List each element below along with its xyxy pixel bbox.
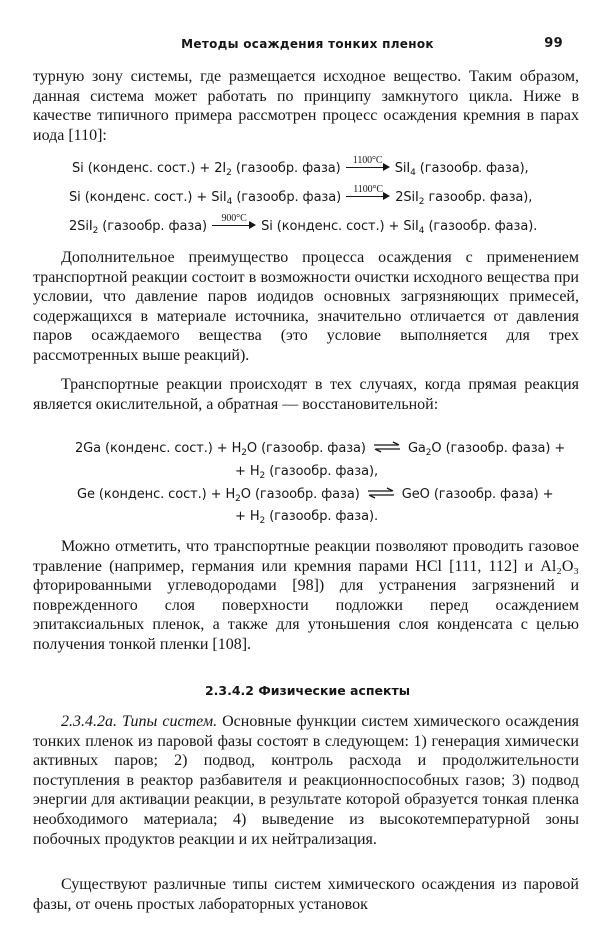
- eq1-right-tail: (газообр. фаза),: [415, 161, 529, 176]
- eq2-temp: 1100°C: [353, 184, 383, 195]
- eq2-left: Si (конденс. сост.) + SiI: [69, 190, 227, 205]
- eq5-left-sub: 2: [235, 494, 241, 504]
- paragraph-2-text: Дополнительное преимущество процесса осаждения с применением транспортной реакции состоит в возможности очистки исходного вещества при условии, что давление паров иодидов основных загрязняющих примесей, содержащихся в материале источника, значительно отличается от давления паров осаждаемого вещества (это условие выполняется для трех рассмотренных выше реакций).: [33, 249, 579, 364]
- equilibrium-arrow-icon: [367, 487, 395, 499]
- running-title: Методы осаждения тонких пленок: [181, 37, 434, 51]
- paragraph-2: [33, 248, 579, 366]
- eq1-left: Si (конденс. сост.) + 2I: [72, 161, 227, 176]
- paragraph-1-text: турную зону системы, где размещается исходное вещество. Таким образом, данная система может работать по принципу замкнутого цикла. Ниже в качестве типичного примера рассмотрен процесс осаждения кремния в парах иода [110]:: [33, 68, 579, 144]
- subsection-title: 2.3.4.2а. Типы систем.: [61, 713, 218, 730]
- eq2-right-tail: газообр. фаза),: [424, 190, 533, 205]
- eq3-right: Si (конденс. сост.) + SiI: [261, 219, 419, 234]
- eq3-right-tail: (газообр. фаза).: [424, 219, 538, 234]
- equation-4-cont: [235, 461, 378, 483]
- equilibrium-arrow-icon: [373, 441, 401, 453]
- eq1-arrow: [346, 155, 390, 172]
- eq4-cont-sub: 2: [259, 471, 266, 481]
- running-header: [0, 34, 615, 56]
- eq5-right: GeO (газообр. фаза) +: [401, 487, 554, 502]
- eq3-arrow: [212, 213, 256, 230]
- paragraph-5: [33, 712, 579, 849]
- section-heading: 2.3.4.2 Физические аспекты: [204, 683, 411, 698]
- eq2-right-sub: 2: [418, 197, 425, 207]
- paragraph-5-text: [33, 712, 579, 849]
- eq5-left-tail: O (газообр. фаза): [240, 487, 360, 502]
- paragraph-6-text: Существуют различные типы систем химического осаждения из паровой фазы, от очень простых лабораторных установок: [33, 876, 579, 913]
- eq1-left-sub: 2: [226, 168, 232, 178]
- paragraph-5-body: Основные функции систем химического осаждения тонких пленок из паровой фазы состоят в следующем: 1) генерация химически активных паров; 2) подвод, контроль расхода и продолжительности поступления в реактор разбавителя и реакционноспособных газов; 3) подвод энергии для активации реакции, в результате которой образуется тонкая пленка необходимого материала; 4) выведение из высокотемпературной зоны побочных продуктов реакции и их нейтрализация.: [33, 713, 580, 848]
- eq5-left: Ge (конденс. сост.) + H: [77, 487, 236, 502]
- page-number: 99: [544, 36, 563, 51]
- eq1-right: SiI: [394, 161, 411, 176]
- paragraph-3-text: Транспортные реакции происходят в тех случаях, когда прямая реакция является окислительной, а обратная — восстановительной:: [33, 376, 579, 413]
- eq4-right-tail: O (газообр. фаза) +: [431, 441, 566, 456]
- equation-2: [69, 184, 533, 209]
- eq5-cont-tail: (газообр. фаза).: [265, 509, 378, 524]
- eq4-cont: + H: [235, 464, 260, 479]
- paragraph-4-text: Можно отметить, что транспортные реакции позволяют проводить газовое травление (например, германия или кремния парами HCl [111, 112] и Al₂O₃ фторированными углеводородами [98]) для устранения загрязнений и поврежденного слоя поверхности подложки перед осаждением эпитаксиальных пленок, а также для утоньшения слоя конденсата с целью получения тонкой пленки [108].: [33, 538, 579, 653]
- equation-1: [72, 155, 529, 180]
- eq1-left-tail: (газообр. фаза): [231, 161, 341, 176]
- equation-5-cont: [235, 506, 378, 528]
- eq4-cont-tail: (газообр. фаза),: [265, 464, 378, 479]
- eq4-left-tail: O (газообр. фаза): [246, 441, 366, 456]
- eq3-left-sub: 2: [92, 226, 99, 236]
- eq3-left-tail: (газообр. фаза): [98, 219, 208, 234]
- eq1-right-sub: 4: [410, 168, 416, 178]
- eq3-left: 2SiI: [69, 219, 93, 234]
- paragraph-4: [33, 537, 579, 655]
- eq3-temp: 900°C: [221, 213, 247, 224]
- paragraph-3: [33, 375, 579, 414]
- paragraph-1: [33, 67, 579, 145]
- eq2-left-sub: 4: [226, 197, 233, 207]
- eq2-right: 2SiI: [395, 190, 419, 205]
- equation-3: [69, 213, 538, 238]
- equation-4: [75, 438, 565, 460]
- eq1-temp: 1100°C: [352, 155, 383, 166]
- paragraph-6: [33, 875, 579, 914]
- eq2-arrow: [346, 184, 390, 201]
- eq3-right-sub: 4: [418, 226, 425, 236]
- eq4-right: Ga: [407, 441, 426, 456]
- eq4-left: 2Ga (конденс. сост.) + H: [75, 441, 242, 456]
- eq5-cont-sub: 2: [259, 516, 266, 526]
- eq4-left-sub: 2: [241, 448, 247, 458]
- eq5-cont: + H: [235, 509, 260, 524]
- equation-5: [77, 484, 553, 506]
- eq2-left-tail: (газообр. фаза): [232, 190, 342, 205]
- eq4-right-sub: 2: [425, 448, 432, 458]
